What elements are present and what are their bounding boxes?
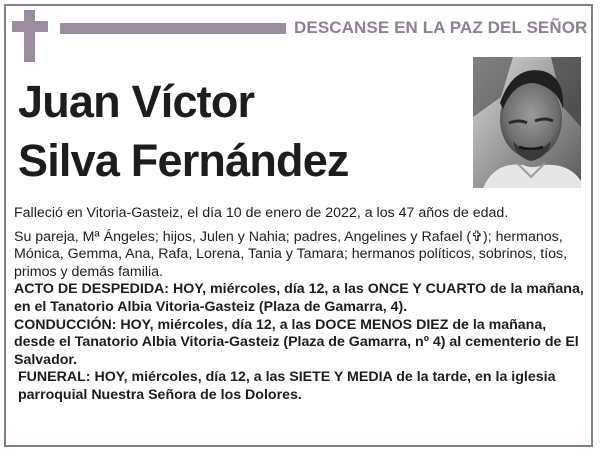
procession-info: CONDUCCIÓN: HOY, miércoles, día 12, a las DOCE MENOS DIEZ de la mañana, desde el Tanatorio Albia Vitoria-Gasteiz (Plaza de Gamarra, nº 4) al cementerio de El Salvador. — [14, 316, 579, 368]
deceased-name-first: Juan Víctor — [18, 76, 255, 127]
header-divider — [60, 23, 286, 34]
obituary-body — [14, 205, 584, 405]
header-title: DESCANSE EN LA PAZ DEL SEÑOR — [294, 18, 588, 37]
farewell-info: ACTO DE DESPEDIDA: HOY, miércoles, día 12, a las ONCE Y CUARTO de la mañana, en el Tanatorio Albia Vitoria-Gasteiz (Plaza de Gamarra, 4). — [14, 281, 584, 315]
family-list: Su pareja, Mª Ángeles; hijos, Julen y Nahia; padres, Angelines y Rafael (✞); hermanos, Mónica, Gemma, Ana, Rafa, Lorena, Tania y Tamara; hermanos políticos, sobrinos, tíos, primos y demás familia. — [14, 228, 568, 280]
deceased-name-last: Silva Fernández — [18, 135, 349, 186]
deceased-photo — [473, 57, 581, 188]
death-notice: Falleció en Vitoria-Gasteiz, el día 10 de enero de 2022, a los 47 años de edad. — [14, 205, 509, 221]
funeral-info: FUNERAL: HOY, miércoles, día 12, a las SIETE Y MEDIA de la tarde, en la iglesia parroquial Nuestra Señora de los Dolores. — [18, 369, 556, 403]
